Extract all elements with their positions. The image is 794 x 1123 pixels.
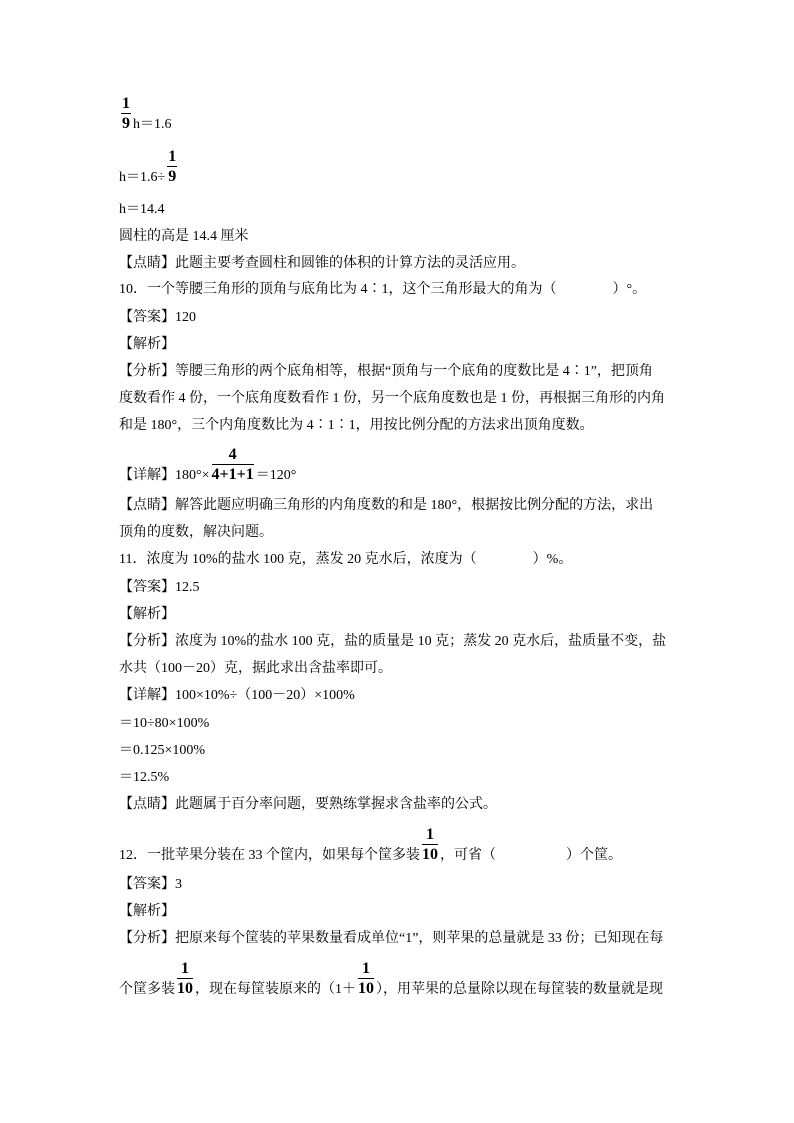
jiexi-heading: 【解析】 (119, 337, 175, 352)
question-11 (119, 551, 572, 569)
equation-text: h＝1.6 (133, 117, 172, 132)
dianjing-text: 【点睛】此题主要考查圆柱和圆锥的体积的计算方法的灵活应用。 (119, 256, 525, 271)
denominator: 10 (177, 980, 193, 997)
fraction (422, 825, 438, 864)
fraction (177, 959, 193, 998)
fraction (121, 94, 131, 133)
question-text-end: ）%。 (532, 552, 573, 567)
xiangjie-text: 【详解】100×10%÷（100－20）×100% (119, 688, 355, 703)
numerator: 1 (422, 825, 438, 845)
fenxi-text: 度数看作 4 份，一个底角度数看作 1 份，另一个底角度数也是 1 份，再根据三角形的内角 (119, 391, 665, 406)
denominator: 10 (422, 846, 438, 863)
equation-line (119, 94, 172, 134)
question-text: 11．浓度为 10%的盐水 100 克，蒸发 20 克水后，浓度为（ (119, 552, 477, 567)
fenxi-text: 【分析】把原来每个筐装的苹果数量看成单位“1”，则苹果的总量就是 33 份；已知现在每 (119, 931, 664, 946)
question-12 (119, 825, 622, 865)
denominator: 10 (358, 980, 374, 997)
numerator: 1 (358, 959, 374, 979)
result-text: 圆柱的高是 14.4 厘米 (119, 229, 249, 244)
fenxi-text: 水共（100－20）克，据此求出含盐率即可。 (119, 661, 392, 676)
xiangjie-text: 【详解】180°× (119, 468, 210, 483)
fenxi-text: 【分析】浓度为 10%的盐水 100 克，盐的质量是 10 克；蒸发 20 克水后，盐质量不变，盐 (119, 634, 667, 649)
numerator: 1 (122, 95, 130, 112)
dianjing-text: 【点睛】此题属于百分率问题，要熟练掌握求含盐率的公式。 (119, 797, 497, 812)
fenxi-text: 【分析】等腰三角形的两个底角相等，根据“顶角与一个底角的度数比是 4∶1”，把顶角 (119, 364, 653, 379)
answer-text: 【答案】3 (119, 877, 182, 892)
fraction (167, 147, 177, 186)
question-text: ，可省（ (440, 848, 496, 863)
fenxi-text: 和是 180°，三个内角度数比为 4∶1∶1，用按比例分配的方法求出顶角度数。 (119, 418, 594, 433)
jiexi-heading: 【解析】 (119, 904, 175, 919)
fraction (358, 959, 374, 998)
equation-text: h＝1.6÷ (119, 170, 166, 185)
dianjing-text: 顶角的度数，解决问题。 (119, 525, 273, 540)
numerator: 1 (177, 959, 193, 979)
dianjing-text: 【点睛】解答此题应明确三角形的内角度数的和是 180°，根据按比例分配的方法，求出 (119, 498, 654, 513)
fenxi-text: ），用苹果的总量除以现在每筐装的数量就是现 (376, 982, 663, 997)
jiexi-heading: 【解析】 (119, 607, 175, 622)
question-text: 12．一批苹果分装在 33 个筐内，如果每个筐多装 (119, 848, 420, 863)
answer-text: 【答案】12.5 (119, 580, 200, 595)
answer-text: 【答案】120 (119, 310, 196, 325)
fraction (212, 445, 254, 484)
question-text-end: ）°。 (612, 282, 647, 297)
fenxi-text: 个筐多装 (119, 982, 175, 997)
fenxi-text: ，现在每筐装原来的（1＋ (195, 982, 356, 997)
xiangjie-line (119, 445, 296, 485)
denominator: 9 (122, 115, 130, 132)
denominator: 9 (168, 168, 177, 185)
xiangjie-result: ＝120° (255, 468, 297, 483)
equation-line (119, 147, 179, 187)
question-10 (119, 281, 646, 299)
equation-line: h＝14.4 (119, 202, 165, 217)
xiangjie-text: ＝10÷80×100% (119, 716, 210, 731)
question-text-end: ）个筐。 (566, 848, 622, 863)
xiangjie-text: ＝0.125×100% (119, 743, 206, 758)
numerator: 4 (212, 445, 254, 465)
fenxi-line (119, 959, 663, 999)
denominator: 4+1+1 (211, 466, 254, 483)
xiangjie-text: ＝12.5% (119, 770, 170, 785)
numerator: 1 (168, 148, 177, 165)
question-text: 10．一个等腰三角形的顶角与底角比为 4∶1，这个三角形最大的角为（ (119, 282, 557, 297)
